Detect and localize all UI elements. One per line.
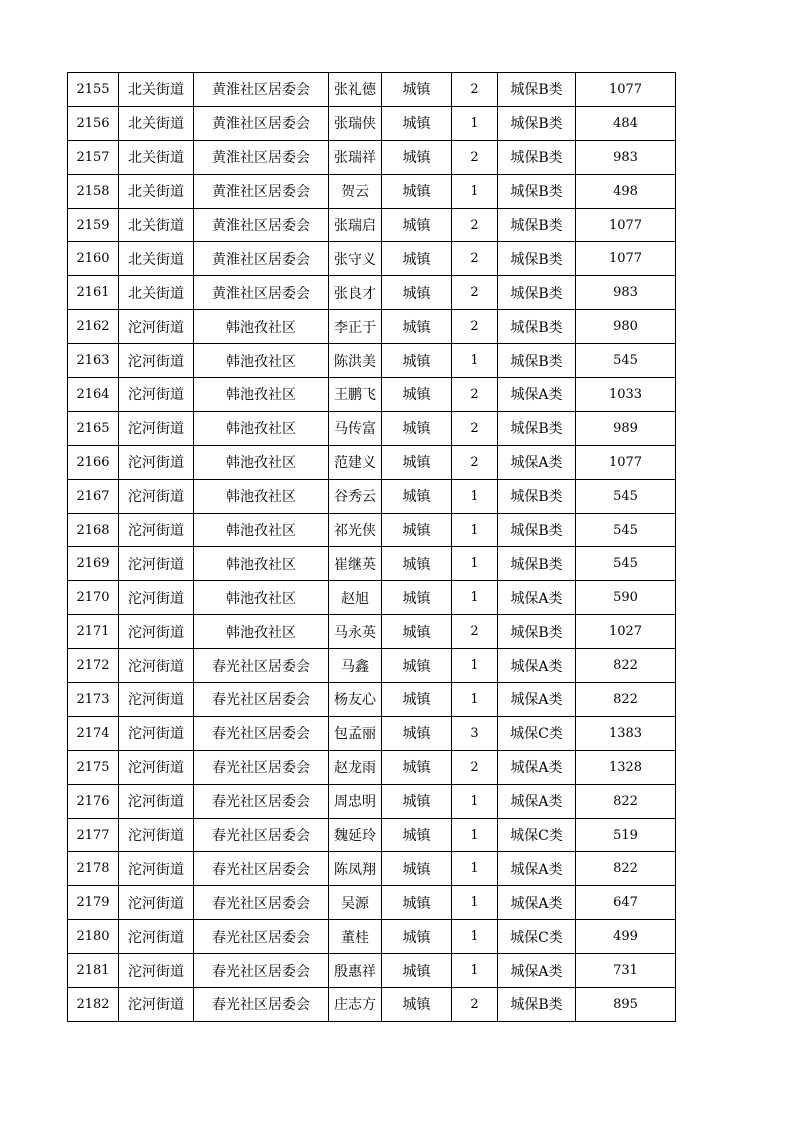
row-id-cell: 2157 bbox=[68, 140, 119, 174]
name-cell: 张守义 bbox=[329, 242, 382, 276]
street-cell: 沱河街道 bbox=[119, 649, 194, 683]
name-cell: 杨友心 bbox=[329, 683, 382, 717]
household-count-cell: 1 bbox=[452, 649, 498, 683]
name-cell: 谷秀云 bbox=[329, 479, 382, 513]
community-cell: 黄淮社区居委会 bbox=[194, 208, 329, 242]
area-cell: 城镇 bbox=[382, 954, 452, 988]
name-cell: 吴源 bbox=[329, 886, 382, 920]
table-row bbox=[68, 513, 676, 547]
street-cell: 沱河街道 bbox=[119, 581, 194, 615]
row-id-cell: 2162 bbox=[68, 310, 119, 344]
amount-cell: 647 bbox=[576, 886, 676, 920]
table-row bbox=[68, 411, 676, 445]
household-count-cell: 2 bbox=[452, 276, 498, 310]
table-row bbox=[68, 378, 676, 412]
street-cell: 沱河街道 bbox=[119, 411, 194, 445]
name-cell: 范建义 bbox=[329, 445, 382, 479]
area-cell: 城镇 bbox=[382, 615, 452, 649]
row-id-cell: 2170 bbox=[68, 581, 119, 615]
table-row bbox=[68, 852, 676, 886]
row-id-cell: 2158 bbox=[68, 174, 119, 208]
table-row bbox=[68, 106, 676, 140]
area-cell: 城镇 bbox=[382, 513, 452, 547]
amount-cell: 484 bbox=[576, 106, 676, 140]
row-id-cell: 2165 bbox=[68, 411, 119, 445]
household-count-cell: 1 bbox=[452, 784, 498, 818]
table-row bbox=[68, 479, 676, 513]
household-count-cell: 2 bbox=[452, 242, 498, 276]
community-cell: 春光社区居委会 bbox=[194, 818, 329, 852]
category-cell: 城保B类 bbox=[498, 208, 576, 242]
name-cell: 马鑫 bbox=[329, 649, 382, 683]
amount-cell: 545 bbox=[576, 479, 676, 513]
amount-cell: 983 bbox=[576, 276, 676, 310]
street-cell: 沱河街道 bbox=[119, 615, 194, 649]
amount-cell: 1077 bbox=[576, 73, 676, 107]
area-cell: 城镇 bbox=[382, 445, 452, 479]
amount-cell: 545 bbox=[576, 547, 676, 581]
amount-cell: 989 bbox=[576, 411, 676, 445]
street-cell: 北关街道 bbox=[119, 73, 194, 107]
household-count-cell: 1 bbox=[452, 174, 498, 208]
community-cell: 春光社区居委会 bbox=[194, 784, 329, 818]
table-row bbox=[68, 716, 676, 750]
amount-cell: 1027 bbox=[576, 615, 676, 649]
street-cell: 北关街道 bbox=[119, 208, 194, 242]
table-row bbox=[68, 445, 676, 479]
table-row bbox=[68, 615, 676, 649]
community-cell: 韩池孜社区 bbox=[194, 378, 329, 412]
row-id-cell: 2156 bbox=[68, 106, 119, 140]
name-cell: 祁光侠 bbox=[329, 513, 382, 547]
amount-cell: 1077 bbox=[576, 242, 676, 276]
area-cell: 城镇 bbox=[382, 920, 452, 954]
table-row bbox=[68, 208, 676, 242]
table-row bbox=[68, 920, 676, 954]
category-cell: 城保B类 bbox=[498, 73, 576, 107]
street-cell: 北关街道 bbox=[119, 174, 194, 208]
street-cell: 沱河街道 bbox=[119, 954, 194, 988]
household-count-cell: 1 bbox=[452, 344, 498, 378]
community-cell: 韩池孜社区 bbox=[194, 547, 329, 581]
row-id-cell: 2169 bbox=[68, 547, 119, 581]
community-cell: 韩池孜社区 bbox=[194, 344, 329, 378]
name-cell: 贺云 bbox=[329, 174, 382, 208]
area-cell: 城镇 bbox=[382, 411, 452, 445]
household-count-cell: 2 bbox=[452, 988, 498, 1022]
amount-cell: 980 bbox=[576, 310, 676, 344]
street-cell: 沱河街道 bbox=[119, 683, 194, 717]
community-cell: 黄淮社区居委会 bbox=[194, 106, 329, 140]
street-cell: 沱河街道 bbox=[119, 784, 194, 818]
category-cell: 城保A类 bbox=[498, 750, 576, 784]
community-cell: 春光社区居委会 bbox=[194, 750, 329, 784]
name-cell: 张良才 bbox=[329, 276, 382, 310]
name-cell: 马永英 bbox=[329, 615, 382, 649]
amount-cell: 822 bbox=[576, 852, 676, 886]
area-cell: 城镇 bbox=[382, 73, 452, 107]
area-cell: 城镇 bbox=[382, 683, 452, 717]
row-id-cell: 2163 bbox=[68, 344, 119, 378]
category-cell: 城保A类 bbox=[498, 954, 576, 988]
community-cell: 黄淮社区居委会 bbox=[194, 174, 329, 208]
category-cell: 城保B类 bbox=[498, 174, 576, 208]
table-row bbox=[68, 649, 676, 683]
category-cell: 城保B类 bbox=[498, 242, 576, 276]
household-count-cell: 2 bbox=[452, 445, 498, 479]
amount-cell: 983 bbox=[576, 140, 676, 174]
category-cell: 城保A类 bbox=[498, 581, 576, 615]
amount-cell: 1383 bbox=[576, 716, 676, 750]
street-cell: 沱河街道 bbox=[119, 547, 194, 581]
community-cell: 春光社区居委会 bbox=[194, 988, 329, 1022]
table-row bbox=[68, 73, 676, 107]
row-id-cell: 2177 bbox=[68, 818, 119, 852]
row-id-cell: 2161 bbox=[68, 276, 119, 310]
community-cell: 黄淮社区居委会 bbox=[194, 73, 329, 107]
household-count-cell: 2 bbox=[452, 73, 498, 107]
street-cell: 沱河街道 bbox=[119, 344, 194, 378]
community-cell: 韩池孜社区 bbox=[194, 479, 329, 513]
household-count-cell: 2 bbox=[452, 750, 498, 784]
table-row bbox=[68, 988, 676, 1022]
name-cell: 李正于 bbox=[329, 310, 382, 344]
row-id-cell: 2181 bbox=[68, 954, 119, 988]
category-cell: 城保A类 bbox=[498, 852, 576, 886]
amount-cell: 590 bbox=[576, 581, 676, 615]
row-id-cell: 2171 bbox=[68, 615, 119, 649]
amount-cell: 498 bbox=[576, 174, 676, 208]
category-cell: 城保B类 bbox=[498, 479, 576, 513]
table-row bbox=[68, 310, 676, 344]
area-cell: 城镇 bbox=[382, 886, 452, 920]
household-count-cell: 2 bbox=[452, 208, 498, 242]
category-cell: 城保A类 bbox=[498, 683, 576, 717]
household-count-cell: 1 bbox=[452, 954, 498, 988]
row-id-cell: 2160 bbox=[68, 242, 119, 276]
household-count-cell: 1 bbox=[452, 513, 498, 547]
row-id-cell: 2178 bbox=[68, 852, 119, 886]
area-cell: 城镇 bbox=[382, 750, 452, 784]
amount-cell: 822 bbox=[576, 784, 676, 818]
table-row bbox=[68, 683, 676, 717]
category-cell: 城保A类 bbox=[498, 445, 576, 479]
row-id-cell: 2172 bbox=[68, 649, 119, 683]
name-cell: 张瑞侠 bbox=[329, 106, 382, 140]
community-cell: 春光社区居委会 bbox=[194, 886, 329, 920]
amount-cell: 519 bbox=[576, 818, 676, 852]
category-cell: 城保B类 bbox=[498, 344, 576, 378]
category-cell: 城保A类 bbox=[498, 649, 576, 683]
area-cell: 城镇 bbox=[382, 479, 452, 513]
table-row bbox=[68, 242, 676, 276]
street-cell: 北关街道 bbox=[119, 276, 194, 310]
amount-cell: 895 bbox=[576, 988, 676, 1022]
street-cell: 北关街道 bbox=[119, 106, 194, 140]
household-count-cell: 1 bbox=[452, 581, 498, 615]
amount-cell: 731 bbox=[576, 954, 676, 988]
amount-cell: 822 bbox=[576, 649, 676, 683]
area-cell: 城镇 bbox=[382, 344, 452, 378]
category-cell: 城保C类 bbox=[498, 920, 576, 954]
household-count-cell: 1 bbox=[452, 106, 498, 140]
name-cell: 陈凤翔 bbox=[329, 852, 382, 886]
community-cell: 韩池孜社区 bbox=[194, 615, 329, 649]
community-cell: 春光社区居委会 bbox=[194, 716, 329, 750]
community-cell: 春光社区居委会 bbox=[194, 683, 329, 717]
area-cell: 城镇 bbox=[382, 208, 452, 242]
name-cell: 董桂 bbox=[329, 920, 382, 954]
household-count-cell: 1 bbox=[452, 547, 498, 581]
community-cell: 黄淮社区居委会 bbox=[194, 140, 329, 174]
name-cell: 张礼德 bbox=[329, 73, 382, 107]
area-cell: 城镇 bbox=[382, 106, 452, 140]
household-count-cell: 2 bbox=[452, 140, 498, 174]
community-cell: 春光社区居委会 bbox=[194, 954, 329, 988]
name-cell: 殷惠祥 bbox=[329, 954, 382, 988]
name-cell: 魏延玲 bbox=[329, 818, 382, 852]
name-cell: 崔继英 bbox=[329, 547, 382, 581]
street-cell: 沱河街道 bbox=[119, 378, 194, 412]
street-cell: 北关街道 bbox=[119, 242, 194, 276]
area-cell: 城镇 bbox=[382, 581, 452, 615]
community-cell: 韩池孜社区 bbox=[194, 513, 329, 547]
area-cell: 城镇 bbox=[382, 378, 452, 412]
community-cell: 韩池孜社区 bbox=[194, 411, 329, 445]
area-cell: 城镇 bbox=[382, 716, 452, 750]
name-cell: 赵旭 bbox=[329, 581, 382, 615]
area-cell: 城镇 bbox=[382, 310, 452, 344]
name-cell: 马传富 bbox=[329, 411, 382, 445]
area-cell: 城镇 bbox=[382, 547, 452, 581]
household-count-cell: 3 bbox=[452, 716, 498, 750]
table-row bbox=[68, 344, 676, 378]
row-id-cell: 2180 bbox=[68, 920, 119, 954]
street-cell: 沱河街道 bbox=[119, 886, 194, 920]
community-cell: 黄淮社区居委会 bbox=[194, 242, 329, 276]
community-cell: 韩池孜社区 bbox=[194, 581, 329, 615]
table-row bbox=[68, 547, 676, 581]
amount-cell: 1328 bbox=[576, 750, 676, 784]
street-cell: 沱河街道 bbox=[119, 716, 194, 750]
community-cell: 韩池孜社区 bbox=[194, 310, 329, 344]
category-cell: 城保B类 bbox=[498, 106, 576, 140]
data-table bbox=[67, 72, 676, 1022]
household-count-cell: 2 bbox=[452, 615, 498, 649]
household-count-cell: 1 bbox=[452, 920, 498, 954]
category-cell: 城保B类 bbox=[498, 140, 576, 174]
table-body bbox=[68, 73, 676, 1022]
name-cell: 庄志方 bbox=[329, 988, 382, 1022]
area-cell: 城镇 bbox=[382, 784, 452, 818]
category-cell: 城保B类 bbox=[498, 988, 576, 1022]
row-id-cell: 2179 bbox=[68, 886, 119, 920]
row-id-cell: 2175 bbox=[68, 750, 119, 784]
community-cell: 春光社区居委会 bbox=[194, 649, 329, 683]
name-cell: 陈洪美 bbox=[329, 344, 382, 378]
amount-cell: 822 bbox=[576, 683, 676, 717]
household-count-cell: 1 bbox=[452, 479, 498, 513]
category-cell: 城保C类 bbox=[498, 818, 576, 852]
community-cell: 春光社区居委会 bbox=[194, 920, 329, 954]
row-id-cell: 2155 bbox=[68, 73, 119, 107]
name-cell: 周忠明 bbox=[329, 784, 382, 818]
amount-cell: 1077 bbox=[576, 208, 676, 242]
category-cell: 城保B类 bbox=[498, 411, 576, 445]
area-cell: 城镇 bbox=[382, 649, 452, 683]
name-cell: 赵龙雨 bbox=[329, 750, 382, 784]
category-cell: 城保A类 bbox=[498, 378, 576, 412]
category-cell: 城保C类 bbox=[498, 716, 576, 750]
area-cell: 城镇 bbox=[382, 988, 452, 1022]
category-cell: 城保B类 bbox=[498, 310, 576, 344]
table-row bbox=[68, 174, 676, 208]
table-row bbox=[68, 140, 676, 174]
category-cell: 城保B类 bbox=[498, 615, 576, 649]
name-cell: 张瑞祥 bbox=[329, 140, 382, 174]
amount-cell: 1033 bbox=[576, 378, 676, 412]
name-cell: 张瑞启 bbox=[329, 208, 382, 242]
household-count-cell: 1 bbox=[452, 852, 498, 886]
area-cell: 城镇 bbox=[382, 242, 452, 276]
community-cell: 韩池孜社区 bbox=[194, 445, 329, 479]
table-row bbox=[68, 581, 676, 615]
community-cell: 春光社区居委会 bbox=[194, 852, 329, 886]
category-cell: 城保B类 bbox=[498, 513, 576, 547]
table-row bbox=[68, 276, 676, 310]
name-cell: 王鹏飞 bbox=[329, 378, 382, 412]
area-cell: 城镇 bbox=[382, 276, 452, 310]
amount-cell: 499 bbox=[576, 920, 676, 954]
street-cell: 沱河街道 bbox=[119, 310, 194, 344]
area-cell: 城镇 bbox=[382, 852, 452, 886]
area-cell: 城镇 bbox=[382, 140, 452, 174]
household-count-cell: 1 bbox=[452, 818, 498, 852]
table-row bbox=[68, 750, 676, 784]
table-row bbox=[68, 784, 676, 818]
street-cell: 沱河街道 bbox=[119, 479, 194, 513]
street-cell: 沱河街道 bbox=[119, 852, 194, 886]
row-id-cell: 2167 bbox=[68, 479, 119, 513]
row-id-cell: 2159 bbox=[68, 208, 119, 242]
street-cell: 沱河街道 bbox=[119, 988, 194, 1022]
street-cell: 沱河街道 bbox=[119, 750, 194, 784]
category-cell: 城保A类 bbox=[498, 784, 576, 818]
table-row bbox=[68, 954, 676, 988]
table-row bbox=[68, 886, 676, 920]
amount-cell: 545 bbox=[576, 513, 676, 547]
street-cell: 沱河街道 bbox=[119, 920, 194, 954]
name-cell: 包孟丽 bbox=[329, 716, 382, 750]
row-id-cell: 2166 bbox=[68, 445, 119, 479]
household-count-cell: 2 bbox=[452, 310, 498, 344]
category-cell: 城保A类 bbox=[498, 886, 576, 920]
household-count-cell: 2 bbox=[452, 411, 498, 445]
category-cell: 城保B类 bbox=[498, 276, 576, 310]
area-cell: 城镇 bbox=[382, 818, 452, 852]
household-count-cell: 2 bbox=[452, 378, 498, 412]
row-id-cell: 2164 bbox=[68, 378, 119, 412]
row-id-cell: 2168 bbox=[68, 513, 119, 547]
street-cell: 沱河街道 bbox=[119, 818, 194, 852]
table-row bbox=[68, 818, 676, 852]
row-id-cell: 2173 bbox=[68, 683, 119, 717]
street-cell: 沱河街道 bbox=[119, 513, 194, 547]
row-id-cell: 2176 bbox=[68, 784, 119, 818]
category-cell: 城保B类 bbox=[498, 547, 576, 581]
street-cell: 北关街道 bbox=[119, 140, 194, 174]
street-cell: 沱河街道 bbox=[119, 445, 194, 479]
amount-cell: 545 bbox=[576, 344, 676, 378]
community-cell: 黄淮社区居委会 bbox=[194, 276, 329, 310]
row-id-cell: 2182 bbox=[68, 988, 119, 1022]
household-count-cell: 1 bbox=[452, 683, 498, 717]
area-cell: 城镇 bbox=[382, 174, 452, 208]
row-id-cell: 2174 bbox=[68, 716, 119, 750]
amount-cell: 1077 bbox=[576, 445, 676, 479]
household-count-cell: 1 bbox=[452, 886, 498, 920]
